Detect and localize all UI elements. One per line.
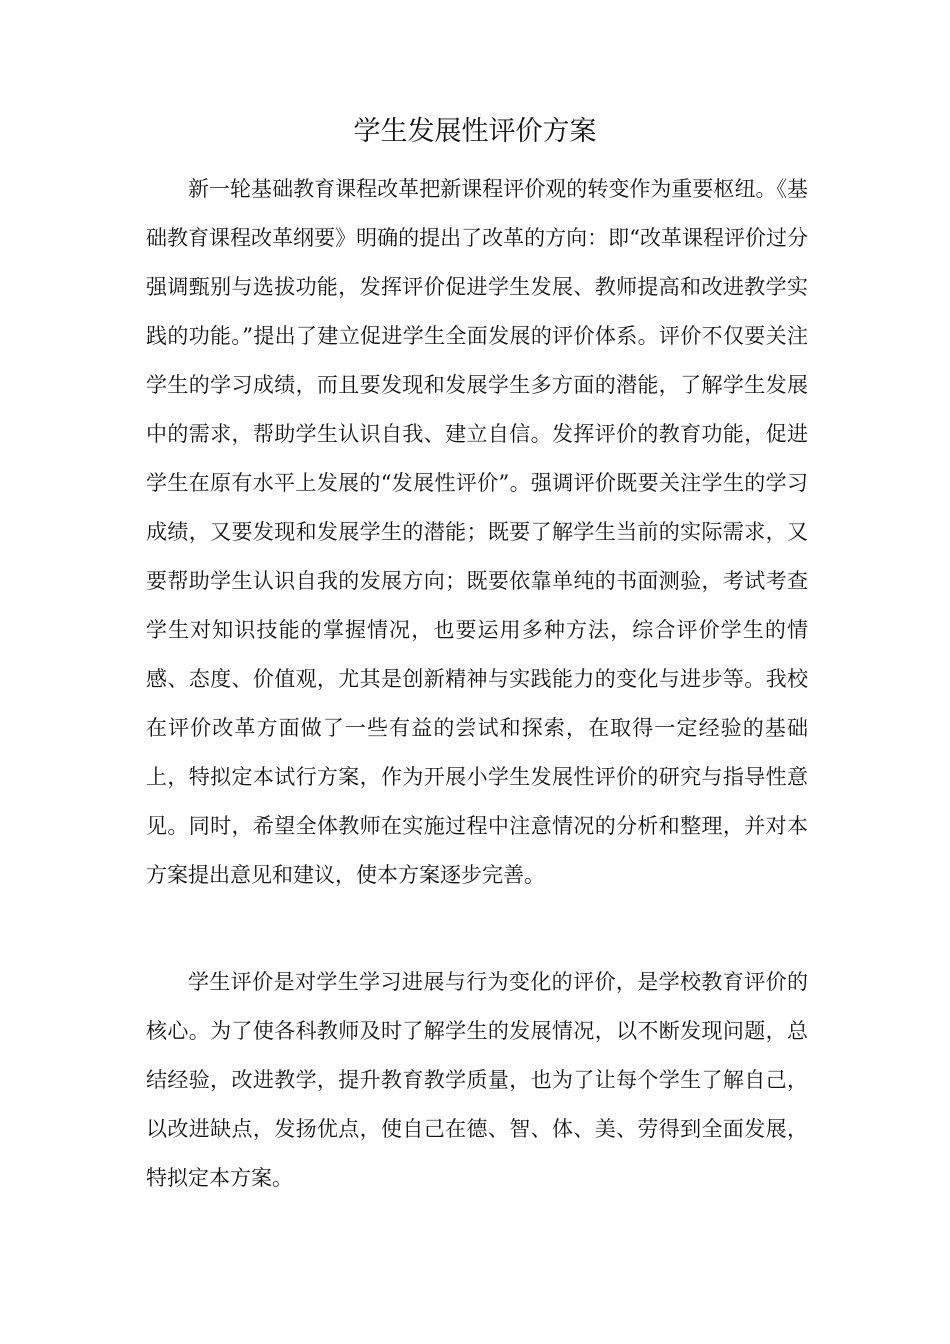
paragraph-intro: 新一轮基础教育课程改革把新课程评价观的转变作为重要枢纽。《基础教育课程改革纲要》明确的提出了改革的方向：即“改革课程评价过分强调甄别与选拔功能，发挥评价促进学生发展、教师提高和改进教学实践的功能。”提出了建立促进学生全面发展的评价体系。评价不仅要关注学生的学习成绩，而且要发现和发展学生多方面的潜能，了解学生发展中的需求，帮助学生认识自我、建立自信。发挥评价的教育功能，促进学生在原有水平上发展的“发展性评价”。强调评价既要关注学生的学习成绩，又要发现和发展学生的潜能；既要了解学生当前的实际需求，又要帮助学生认识自我的发展方向；既要依靠单纯的书面测验，考试考查学生对知识技能的掌握情况，也要运用多种方法，综合评价学生的情感、态度、价值观，尤其是创新精神与实践能力的变化与进步等。我校在评价改革方面做了一些有益的尝试和探索，在取得一定经验的基础上，特拟定本试行方案，作为开展小学生发展性评价的研究与指导性意见。同时，希望全体教师在实施过程中注意情况的分析和整理，并对本方案提出意见和建议，使本方案逐步完善。 <box>146 177 808 887</box>
document-title: 学生发展性评价方案 <box>353 116 597 147</box>
paragraph-purpose: 学生评价是对学生学习进展与行为变化的评价，是学校教育评价的核心。为了使各科教师及时了解学生的发展情况，以不断发现问题，总结经验，改进教学，提升教育教学质量，也为了让每个学生了解自己，以改进缺点，发扬优点，使自己在德、智、体、美、劳得到全面发展，特拟定本方案。 <box>146 970 808 1190</box>
